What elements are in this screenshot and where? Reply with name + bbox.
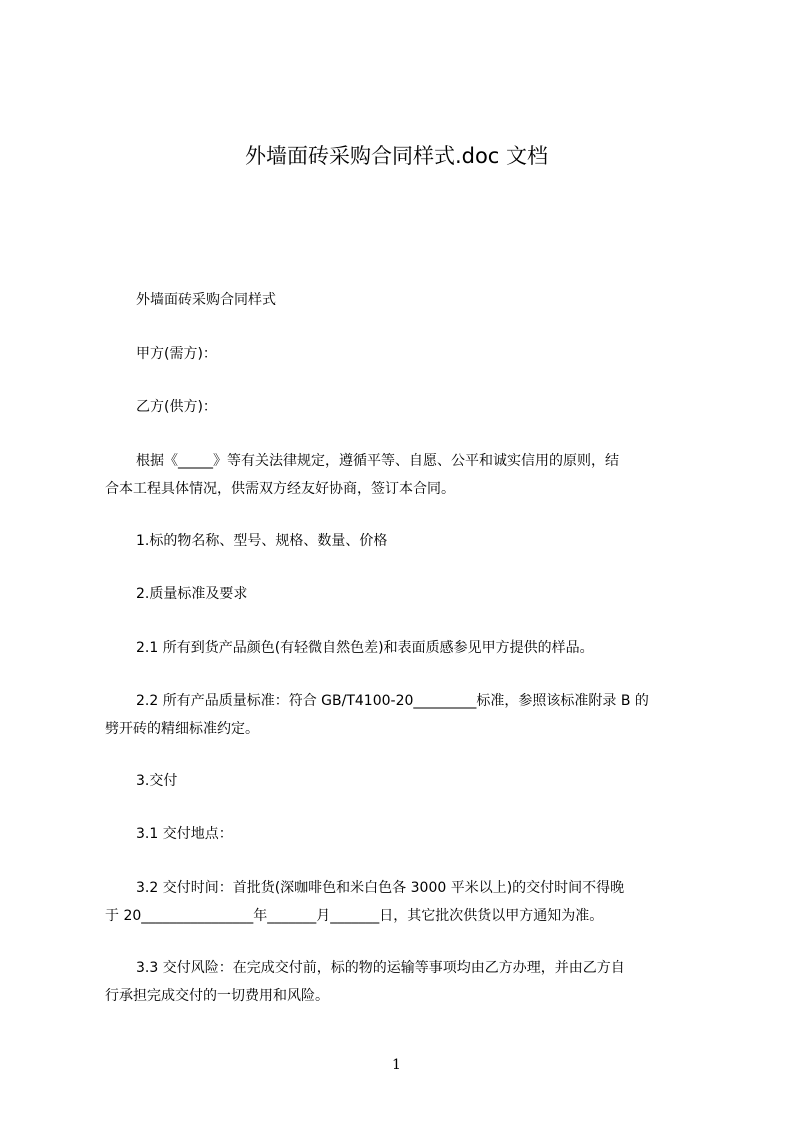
paragraph-line: 3.1 交付地点： — [136, 826, 233, 842]
paragraph-line: 甲方(需方)： — [136, 346, 217, 362]
paragraph-line: 合本工程具体情况，供需双方经友好协商，签订本合同。 — [105, 481, 455, 497]
paragraph-section-3 — [105, 767, 703, 795]
paragraph-line: 外墙面砖采购合同样式 — [136, 292, 276, 308]
paragraph-section-3-2 — [105, 874, 703, 930]
paragraph-party-b — [105, 393, 703, 421]
paragraph-section-2-2 — [105, 687, 703, 743]
paragraph-line: 1.标的物名称、型号、规格、数量、价格 — [136, 533, 388, 549]
paragraph-line: 劈开砖的精细标准约定。 — [105, 721, 259, 737]
paragraph-line: 3.交付 — [136, 773, 178, 789]
paragraph-section-2-1 — [105, 634, 703, 662]
paragraph-line: 根据《_____》等有关法律规定，遵循平等、自愿、公平和诚实信用的原则，结 — [136, 453, 619, 469]
paragraph-section-3-3 — [105, 954, 703, 1010]
paragraph-section-2 — [105, 580, 703, 608]
paragraph-line: 2.2 所有产品质量标准：符合 GB/T4100-20_________标准，参照该标准附录 B 的 — [136, 693, 649, 709]
paragraph-line: 乙方(供方)： — [136, 399, 217, 415]
paragraph-line: 2.1 所有到货产品颜色(有轻微自然色差)和表面质感参见甲方提供的样品。 — [136, 640, 594, 656]
page-number: 1 — [392, 1057, 401, 1073]
paragraph-party-a — [105, 340, 703, 368]
document-title: 外墙面砖采购合同样式.doc 文档 — [244, 144, 549, 168]
paragraph-line: 2.质量标准及要求 — [136, 586, 248, 602]
paragraph-preamble — [105, 447, 703, 503]
paragraph-section-1 — [105, 527, 703, 555]
paragraph-section-3-1 — [105, 820, 703, 848]
paragraph-subtitle — [105, 286, 703, 314]
paragraph-line: 行承担完成交付的一切费用和风险。 — [105, 988, 329, 1004]
paragraph-line: 3.2 交付时间：首批货(深咖啡色和米白色各 3000 平米以上)的交付时间不得晚 — [136, 880, 625, 896]
paragraph-line: 于 20________________年_______月_______日，其它批次供货以甲方通知为准。 — [105, 908, 604, 924]
paragraph-line: 3.3 交付风险：在完成交付前，标的物的运输等事项均由乙方办理，并由乙方自 — [136, 960, 625, 976]
